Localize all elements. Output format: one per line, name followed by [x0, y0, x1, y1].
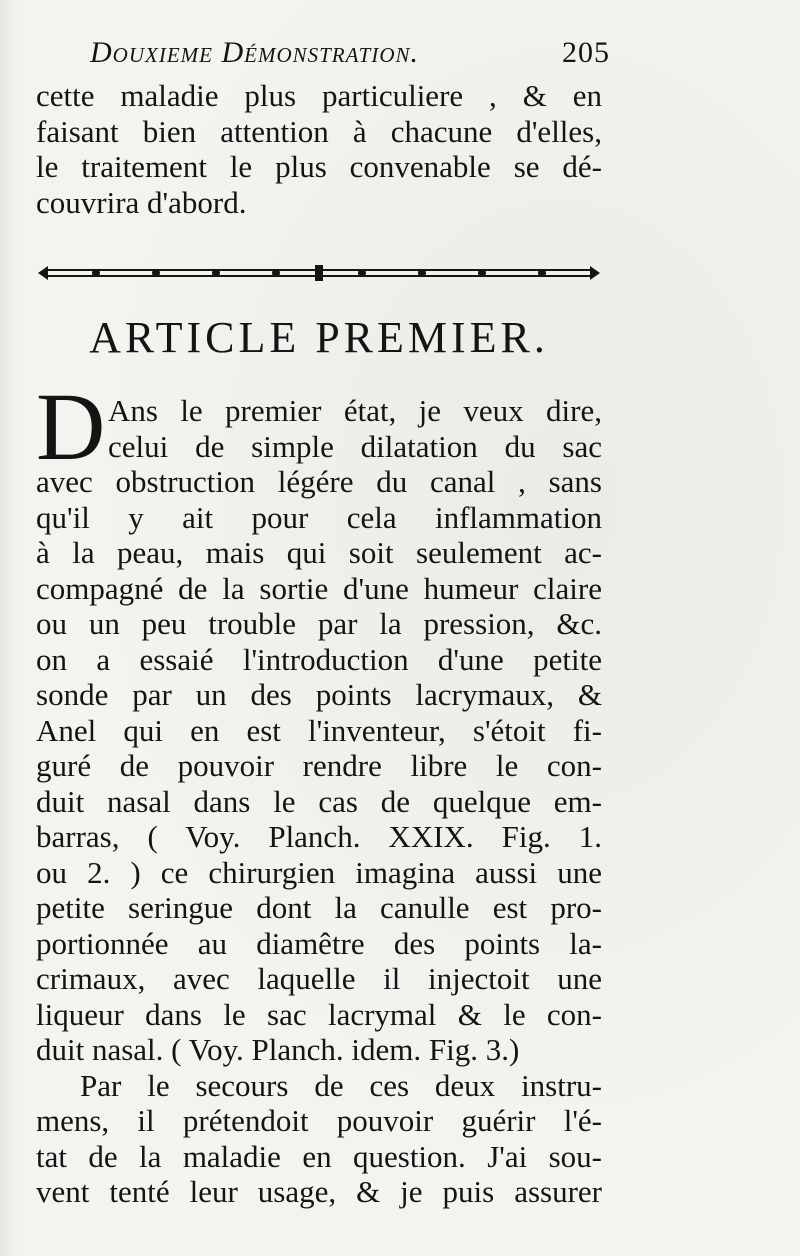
text-line: petite seringue dont la canulle est pro-	[36, 890, 602, 925]
text-line: duit nasal. ( Voy. Planch. idem. Fig. 3.)	[36, 1032, 520, 1067]
text-line: compagné de la sortie d'une humeur claire	[36, 570, 602, 606]
text-line: Par le secours de ces deux instru-	[80, 1067, 602, 1103]
text-line: qu'il y ait pour cela inflammation	[36, 499, 602, 535]
text-line: celui de simple dilatation du sac	[108, 428, 602, 464]
text-line: à la peau, mais qui soit seulement ac-	[36, 535, 602, 570]
running-title: Douxieme Démonstration.	[90, 36, 420, 69]
running-header	[90, 28, 610, 78]
text-line: faisant bien attention à chacune d'elles,	[36, 113, 602, 149]
text-line: guré de pouvoir rendre libre le con-	[36, 748, 602, 783]
text-line: liqueur dans le sac lacrymal & le con-	[36, 996, 602, 1032]
text-line: couvrira d'abord.	[36, 184, 247, 220]
text-line: on a essaié l'introduction d'une petite	[36, 641, 602, 677]
text-line: ou 2. ) ce chirurgien imagina aussi une	[36, 854, 602, 890]
text-line: Ans le premier état, je veux dire,	[108, 393, 602, 428]
article-body	[36, 373, 602, 1210]
text-line: cette maladie plus particuliere , & en	[36, 78, 602, 113]
page-number: 205	[562, 36, 610, 69]
text-line: vent tenté leur usage, & je puis assurer	[36, 1174, 602, 1209]
ornamental-rule	[36, 258, 602, 288]
text-line: le traitement le plus convenable se dé-	[36, 149, 602, 184]
text-line: ou un peu trouble par la pression, &c.	[36, 606, 602, 641]
intro-paragraph	[36, 78, 602, 220]
text-line: portionnée au diamêtre des points la-	[36, 925, 602, 961]
drop-cap: D	[36, 373, 106, 480]
text-line: crimaux, avec laquelle il injectoit une	[36, 961, 602, 996]
text-line: duit nasal dans le cas de quelque em-	[36, 783, 602, 819]
article-heading: ARTICLE PREMIER.	[89, 313, 549, 362]
text-line: mens, il prétendoit pouvoir guérir l'é-	[36, 1103, 602, 1138]
text-line: barras, ( Voy. Planch. XXIX. Fig. 1.	[36, 819, 602, 854]
text-line: Anel qui en est l'inventeur, s'étoit fi-	[36, 712, 602, 748]
text-line: sonde par un des points lacrymaux, &	[36, 677, 602, 712]
text-line: tat de la maladie en question. J'ai sou-	[36, 1138, 602, 1174]
text-line: avec obstruction légére du canal , sans	[36, 464, 602, 499]
